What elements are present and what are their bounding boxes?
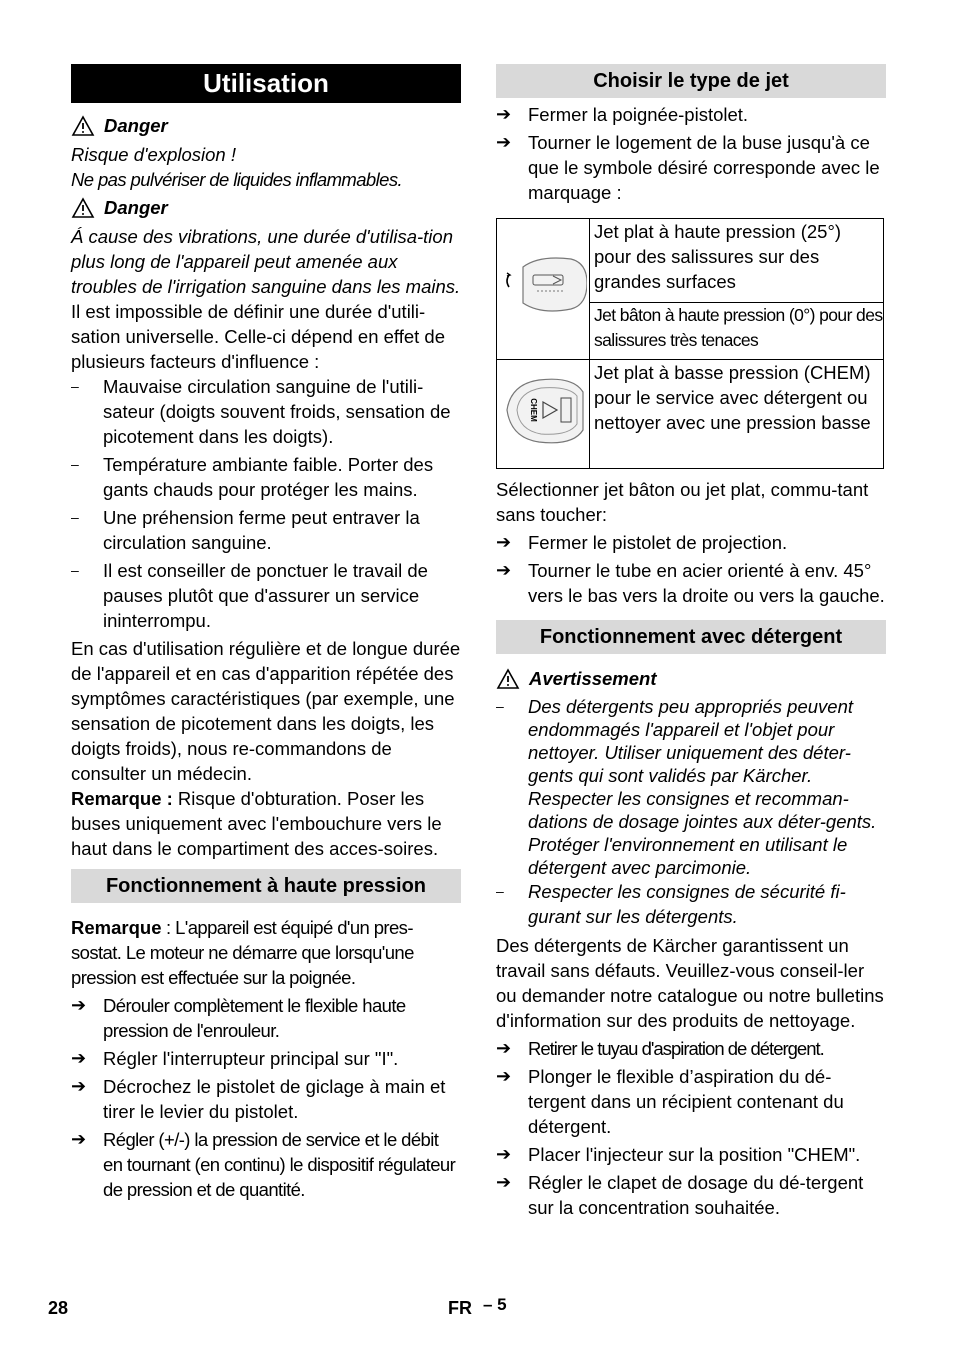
remark-label: Remarque (71, 917, 162, 938)
list-item (71, 558, 461, 633)
paragraph: En cas d'utilisation régulière et de longue durée de l'appareil et en cas d'apparition répétée des symptômes caractéristiques (par exemple, une sensation de picotement dans les doigts, les doigts froids), nous re-commandons de consulter un médecin. (71, 638, 461, 784)
dash-bullet: – (71, 456, 79, 472)
step-text: Régler le clapet de dosage du dé-tergent sur la concentration souhaitée. (528, 1172, 864, 1218)
list-item (71, 505, 461, 555)
warning-heading (496, 666, 886, 691)
jet-description: Jet plat à haute pression (25°) pour des salissures sur des grandes surfaces (590, 219, 884, 303)
paragraph: Il est impossible de définir une durée d'utili-sation universelle. Celle-ci dépend en effet de plusieurs facteurs d'influence : (71, 301, 446, 372)
danger-heading (71, 195, 461, 220)
remark-text: Risque d'obturation. Poser les buses uniquement avec l'embouchure vers le haut dans le compartiment des acces-soires. (71, 788, 442, 859)
danger-label: Danger (104, 197, 168, 218)
step-item (71, 1127, 461, 1202)
warning-triangle-icon (71, 115, 95, 137)
step-item (496, 102, 886, 127)
jet-type-table (496, 218, 884, 469)
dash-bullet: – (71, 509, 79, 525)
step-item (496, 558, 886, 608)
step-text: Régler l'interrupteur principal sur "I". (103, 1048, 399, 1069)
language-code: FR (448, 1298, 472, 1318)
arrow-icon: ➔ (496, 1038, 512, 1058)
list-item (71, 452, 461, 502)
danger-text-line: Ne pas pulvériser de liquides inflammables. (71, 169, 403, 190)
arrow-icon: ➔ (71, 1076, 87, 1096)
page-subnumber: – 5 (483, 1295, 507, 1314)
nozzle-high-pressure-icon (499, 251, 587, 321)
list-item-text: Mauvaise circulation sanguine de l'utili-sateur (doigts souvent froids, sensation de picotement dans les doigts). (103, 376, 451, 447)
arrow-icon: ➔ (496, 1066, 512, 1086)
arrow-icon: ➔ (496, 1144, 512, 1164)
table-row (497, 360, 884, 469)
list-item-text: Température ambiante faible. Porter des gants chauds pour protéger les mains. (103, 454, 434, 500)
left-column (71, 64, 461, 1202)
dash-bullet: – (71, 562, 79, 578)
chem-label: CHEM (529, 398, 538, 422)
arrow-icon: ➔ (496, 132, 512, 152)
list-item (71, 374, 461, 449)
step-text: Régler (+/-) la pression de service et le débit en tournant (en continu) le dispositif régulateur de pression et de quantité. (103, 1129, 456, 1200)
step-text: Placer l'injecteur sur la position "CHEM". (528, 1144, 861, 1165)
dash-bullet: – (71, 378, 79, 394)
remark-text: : L'appareil est équipé d'un pres-sostat. Le moteur ne démarre que lorsqu'une pression est effectuée sur la poignée. (71, 917, 414, 988)
nozzle-high-pressure-image (497, 219, 590, 360)
dash-bullet: – (496, 883, 504, 899)
paragraph: Des détergents de Kärcher garantissent un travail sans défauts. Veuillez-vous conseil-ler ou demander notre catalogue ou notre bulletins d'information sur des produits de nettoyage. (496, 935, 884, 1031)
dash-bullet: – (496, 698, 504, 714)
arrow-icon: ➔ (496, 532, 512, 552)
section-heading: Choisir le type de jet (496, 64, 886, 98)
step-item (496, 130, 886, 205)
step-text: Dérouler complètement le flexible haute pression de l'enrouleur. (103, 995, 406, 1041)
step-text: Retirer le tuyau d'aspiration de détergent. (528, 1038, 824, 1059)
step-text: Décrochez le pistolet de giclage à main et tirer le levier du pistolet. (103, 1076, 446, 1122)
step-item (496, 530, 886, 555)
step-text: Fermer le pistolet de projection. (528, 532, 788, 553)
step-text: Plonger le flexible d’aspiration du dé-tergent dans un récipient contenant du détergent. (528, 1066, 844, 1137)
warning-triangle-icon (496, 668, 520, 690)
step-item (496, 1036, 886, 1061)
jet-description: Jet plat à basse pression (CHEM) pour le service avec détergent ou nettoyer avec une pression basse (590, 360, 884, 469)
table-row (497, 219, 884, 303)
arrow-icon: ➔ (71, 1048, 87, 1068)
step-item (71, 1046, 461, 1071)
remark (71, 786, 461, 861)
paragraph: Sélectionner jet bâton ou jet plat, commu-tant sans toucher: (496, 479, 869, 525)
remark-label: Remarque : (71, 788, 173, 809)
page-title: Utilisation (71, 64, 461, 103)
step-item (71, 1074, 461, 1124)
list-item-text: Des détergents peu appropriés peuvent endommagés l'appareil et l'objet pour nettoyer. Utiliser uniquement des déter-gents qui sont validés par Kärcher. Respecter les consignes et recomman-dations de dosage jointes aux déter-gents. Protéger l'environnement en utilisant le détergent avec parcimonie. (528, 696, 877, 878)
arrow-icon: ➔ (71, 1129, 87, 1149)
list-item (496, 695, 886, 879)
right-column (496, 64, 886, 1220)
step-text: Tourner le logement de la buse jusqu'à ce que le symbole désiré corresponde avec le marquage : (528, 132, 880, 203)
step-item (496, 1064, 886, 1139)
danger-text: Á cause des vibrations, une durée d'utilisa-tion plus long de l'appareil peut amenée aux troubles de l'irrigation sanguine dans les mains. (71, 226, 461, 297)
remark (71, 915, 461, 990)
step-text: Tourner le tube en acier orienté à env. 45° vers le bas vers la droite ou vers la gauche. (528, 560, 885, 606)
arrow-icon: ➔ (496, 560, 512, 580)
arrow-icon: ➔ (71, 995, 87, 1015)
list-item-text: Une préhension ferme peut entraver la circulation sanguine. (103, 507, 420, 553)
list-item (496, 879, 886, 929)
list-item-text: Respecter les consignes de sécurité fi-gurant sur les détergents. (528, 881, 846, 927)
warning-triangle-icon (71, 197, 95, 219)
danger-label: Danger (104, 115, 168, 136)
list-item-text: Il est conseiller de ponctuer le travail de pauses plutôt que d'assurer un service ininterrompu. (103, 560, 428, 631)
danger-heading (71, 113, 461, 138)
step-text: Fermer la poignée-pistolet. (528, 104, 749, 125)
section-heading: Fonctionnement avec détergent (496, 620, 886, 654)
arrow-icon: ➔ (496, 104, 512, 124)
nozzle-chem-image (497, 360, 590, 469)
danger-text-line: Risque d'explosion ! (71, 144, 236, 165)
arrow-icon: ➔ (496, 1172, 512, 1192)
warning-label: Avertissement (529, 668, 657, 689)
step-item (496, 1142, 886, 1167)
nozzle-chem-icon (499, 366, 587, 456)
jet-description: Jet bâton à haute pression (0°) pour des salissures très tenaces (590, 302, 884, 359)
step-item (496, 1170, 886, 1220)
section-heading: Fonctionnement à haute pression (71, 869, 461, 903)
page-number: 28 (48, 1298, 69, 1318)
step-item (71, 993, 461, 1043)
